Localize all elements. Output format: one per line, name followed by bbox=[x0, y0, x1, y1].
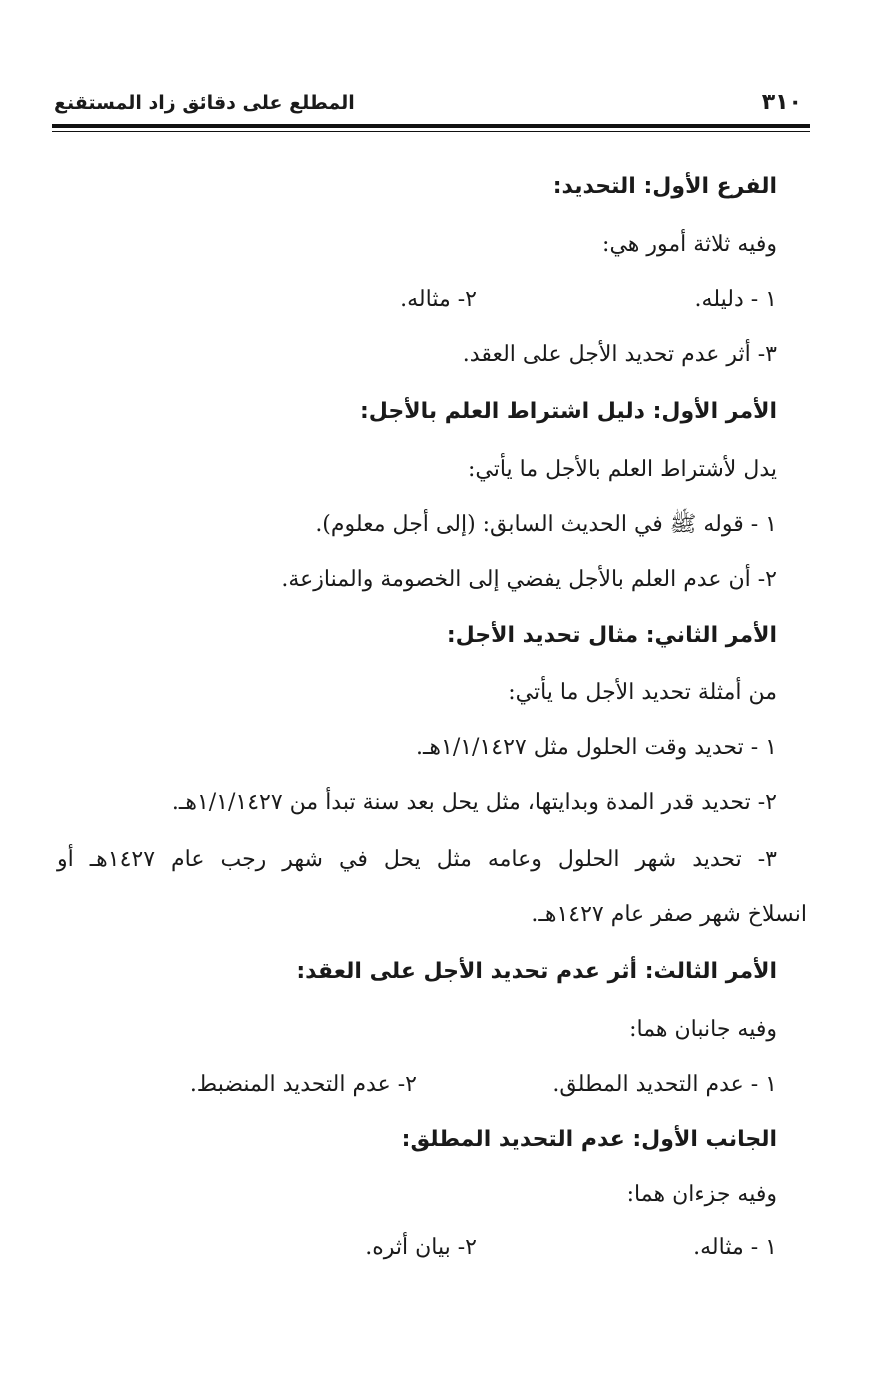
list-item-dispute: ٢- أن عدم العلم بالأجل يفضي إلى الخصومة والمنازعة. bbox=[281, 567, 777, 592]
header-rule-thick bbox=[52, 124, 810, 128]
book-title: المطلع على دقائق زاد المستقنع bbox=[54, 92, 355, 114]
list-item-month-year: ٣- تحديد شهر الحلول وعامه مثل يحل في شهر رجب عام ١٤٢٧هـ أو bbox=[57, 847, 777, 872]
list-item-example: ٢- مثاله. bbox=[400, 287, 477, 312]
heading-branch-one: الفرع الأول: التحديد: bbox=[552, 174, 777, 199]
list-item-effect: ٣- أثر عدم تحديد الأجل على العقد. bbox=[462, 342, 777, 367]
list-item-duration: ٢- تحديد قدر المدة وبدايتها، مثل يحل بعد سنة تبدأ من ١/١/١٤٢٧هـ. bbox=[171, 790, 777, 815]
list-item-month-year-continued: انسلاخ شهر صفر عام ١٤٢٧هـ. bbox=[531, 902, 807, 927]
list-item-its-effect: ٢- بيان أثره. bbox=[365, 1235, 477, 1260]
heading-side-one: الجانب الأول: عدم التحديد المطلق: bbox=[401, 1127, 777, 1152]
heading-matter-two: الأمر الثاني: مثال تحديد الأجل: bbox=[446, 623, 777, 648]
list-item-its-example: ١ - مثاله. bbox=[693, 1235, 777, 1260]
list-item-controlled: ٢- عدم التحديد المنضبط. bbox=[189, 1072, 417, 1097]
list-row-example-effect bbox=[257, 1233, 777, 1263]
list-item-due-time: ١ - تحديد وقت الحلول مثل ١/١/١٤٢٧هـ. bbox=[415, 735, 777, 760]
list-item-absolute: ١ - عدم التحديد المطلق. bbox=[552, 1072, 777, 1097]
paragraph-matter-three: وفيه جانبان هما: bbox=[629, 1017, 777, 1042]
paragraph-side-one: وفيه جزءان هما: bbox=[626, 1182, 777, 1207]
header-rule-thin bbox=[52, 131, 810, 132]
intro-three-matters: وفيه ثلاثة أمور هي: bbox=[602, 232, 777, 257]
paragraph-matter-one: يدل لأشتراط العلم بالأجل ما يأتي: bbox=[467, 457, 777, 482]
page-header bbox=[52, 86, 810, 126]
heading-matter-one: الأمر الأول: دليل اشتراط العلم بالأجل: bbox=[359, 399, 777, 424]
paragraph-matter-two: من أمثلة تحديد الأجل ما يأتي: bbox=[508, 680, 777, 705]
heading-matter-three: الأمر الثالث: أثر عدم تحديد الأجل على العقد: bbox=[296, 959, 777, 984]
list-row-evidence-example bbox=[257, 285, 777, 315]
list-item-evidence: ١ - دليله. bbox=[694, 287, 777, 312]
list-item-hadith: ١ - قوله ﷺ في الحديث السابق: (إلى أجل معلوم). bbox=[315, 512, 777, 537]
list-row-absolute-controlled bbox=[189, 1070, 777, 1100]
page-number: ٣١٠ bbox=[761, 90, 802, 115]
